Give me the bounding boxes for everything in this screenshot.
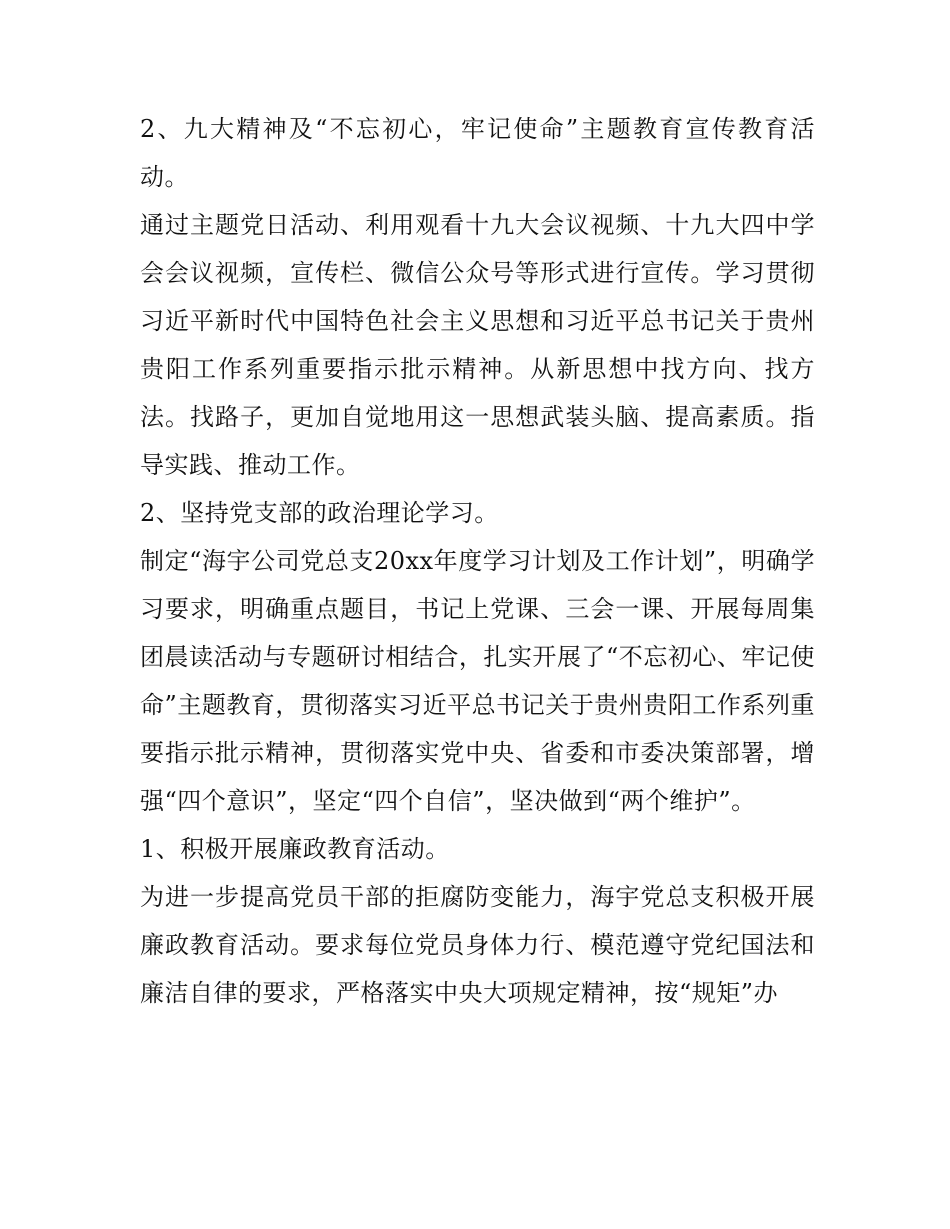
paragraph-propaganda: 通过主题党日活动、利用观看十九大会议视频、十九大四中学会会议视频，宣传栏、微信公众号等形式进行宣传。学习贯彻习近平新时代中国特色社会主义思想和习近平总书记关于贵州贵阳工作系列重要指示批示精神。从新思想中找方向、找方法。找路子，更加自觉地用这一思想武装头脑、提高素质。指导实践、推动工作。: [140, 211, 815, 479]
section-heading-ideology-education: 2、九大精神及“不忘初心，牢记使命”主题教育宣传教育活动。: [140, 115, 815, 191]
document-body: [140, 105, 815, 1017]
section-heading-theory-study: 2、坚持党支部的政治理论学习。: [140, 499, 499, 527]
section-heading-integrity-education: 1、积极开展廉政教育活动。: [140, 835, 450, 863]
paragraph-study-plan: 制定“海宇公司党总支20xx年度学习计划及工作计划”，明确学习要求，明确重点题目，书记上党课、三会一课、开展每周集团晨读活动与专题研讨相结合，扎实开展了“不忘初心、牢记使命”主题教育，贯彻落实习近平总书记关于贵州贵阳工作系列重要指示批示精神，贯彻落实党中央、省委和市委决策部署，增强“四个意识”，坚定“四个自信”，坚决做到“两个维护”。: [140, 547, 815, 815]
paragraph-integrity: 为进一步提高党员干部的拒腐防变能力，海宇党总支积极开展廉政教育活动。要求每位党员身体力行、模范遵守党纪国法和廉洁自律的要求，严格落实中央大项规定精神，按“规矩”办: [140, 883, 815, 1007]
